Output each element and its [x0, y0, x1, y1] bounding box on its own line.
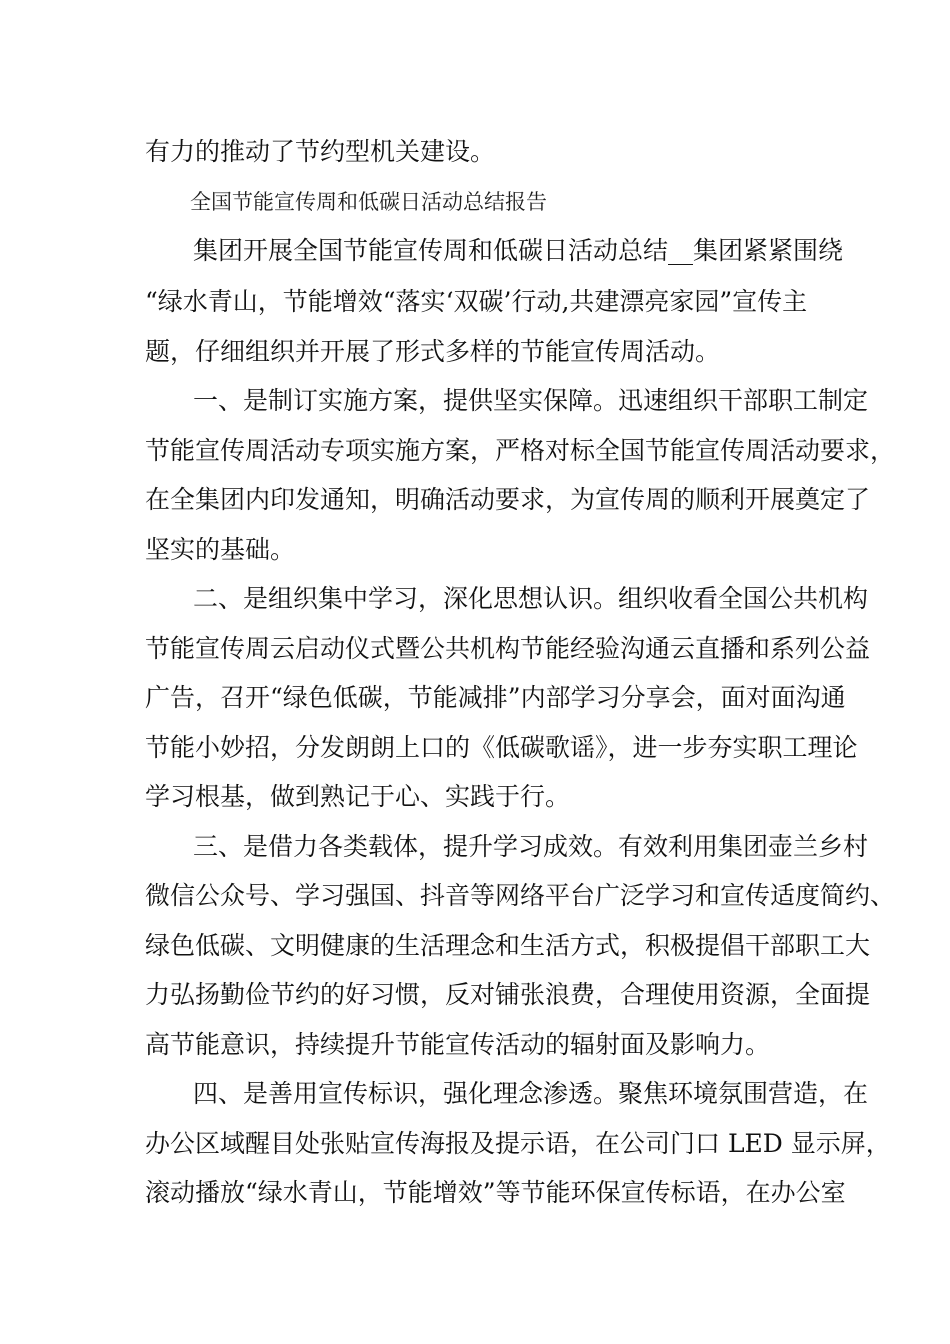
text-line: 四、是善用宣传标识，强化理念渗透。聚焦环境氛围营造，在 — [193, 1079, 869, 1108]
text-line: 题，仔细组织并开展了形式多样的节能宣传周活动。 — [145, 337, 721, 366]
text-line: 滚动播放“绿水青山，节能增效”等节能环保宣传标语，在办公室 — [145, 1178, 846, 1207]
text-line: 绿色低碳、文明健康的生活理念和生活方式，积极提倡干部职工大 — [145, 931, 871, 960]
text-line: 节能宣传周云启动仪式暨公共机构节能经验沟通云直播和系列公益 — [145, 634, 871, 663]
text-line: 节能宣传周活动专项实施方案，严格对标全国节能宣传周活动要求， — [145, 436, 896, 465]
text-line: 节能小妙招，分发朗朗上口的《低碳歌谣》，进一步夯实职工理论 — [145, 733, 858, 762]
text-line: 三、是借力各类载体，提升学习成效。有效利用集团壶兰乡村 — [193, 832, 869, 861]
report-title: 全国节能宣传周和低碳日活动总结报告 — [190, 190, 547, 214]
text-line: 在全集团内印发通知，明确活动要求，为宣传周的顺利开展奠定了 — [145, 485, 871, 514]
text-line: 高节能意识，持续提升节能宣传活动的辐射面及影响力。 — [145, 1030, 771, 1059]
text-line: 集团开展全国节能宣传周和低碳日活动总结__集团紧紧围绕 — [193, 236, 844, 265]
text-line: 力弘扬勤俭节约的好习惯，反对铺张浪费，合理使用资源，全面提 — [145, 980, 871, 1009]
text-line: 学习根基，做到熟记于心、实践于行。 — [145, 782, 571, 811]
text-line: 有力的推动了节约型机关建设。 — [145, 137, 496, 166]
text-line: 办公区域醒目处张贴宣传海报及提示语，在公司门口 LED 显示屏， — [145, 1129, 891, 1158]
text-line: 一、是制订实施方案，提供坚实保障。迅速组织干部职工制定 — [193, 386, 869, 415]
text-line: 微信公众号、学习强国、抖音等网络平台广泛学习和宣传适度简约、 — [145, 881, 896, 910]
text-line: “绿水青山，节能增效“落实‘双碳’行动,共建漂亮家园”宣传主 — [145, 287, 808, 316]
text-line: 二、是组织集中学习，深化思想认识。组织收看全国公共机构 — [193, 584, 869, 613]
text-line: 坚实的基础。 — [145, 535, 296, 564]
text-line: 广告，召开“绿色低碳，节能减排”内部学习分享会，面对面沟通 — [145, 683, 846, 712]
